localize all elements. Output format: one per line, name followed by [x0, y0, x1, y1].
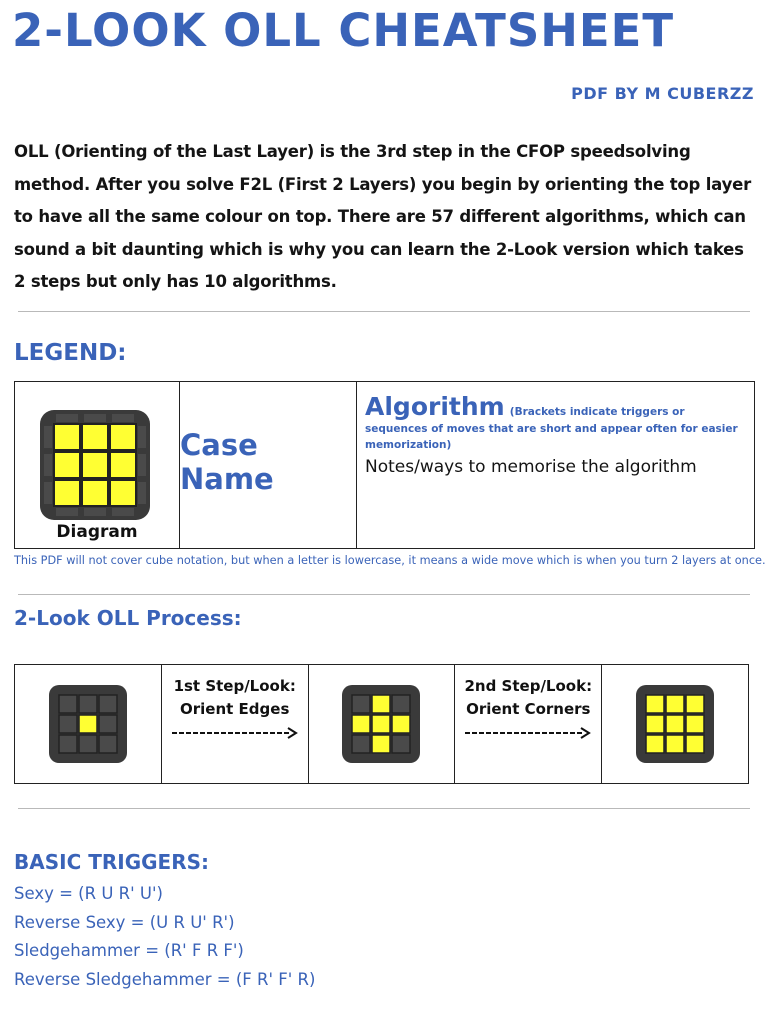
triggers-list	[14, 880, 315, 994]
process-middle-cell	[309, 665, 456, 783]
step1-label: 1st Step/Look:	[173, 677, 296, 695]
cube-cross-case	[342, 685, 420, 763]
process-start-cell	[15, 665, 162, 783]
case-name-label: Case Name	[180, 428, 274, 496]
arrow-right-icon	[170, 727, 300, 739]
algorithm-label: Algorithm	[365, 392, 505, 421]
step1-cell	[162, 665, 309, 783]
trigger-item: Sledgehammer = (R' F R F')	[14, 941, 244, 960]
step2-sublabel: Orient Corners	[466, 700, 591, 718]
process-table	[14, 664, 749, 784]
triggers-heading: BASIC TRIGGERS:	[14, 850, 209, 874]
step1-sublabel: Orient Edges	[180, 700, 290, 718]
trigger-item: Reverse Sexy = (U R U' R')	[14, 912, 235, 932]
legend-diagram-cell	[15, 382, 180, 548]
intro-paragraph: OLL (Orienting of the Last Layer) is the 3rd step in the CFOP speedsolving method. After you solve F2L (First 2 Layers) you begin by orienting the top layer to have all the same colour on top. There are 57 different algorithms, which can sound a bit daunting which is why you can learn the 2-Look version which takes 2 steps but only has 10 algorithms.	[14, 142, 752, 291]
step2-label: 2nd Step/Look:	[464, 677, 593, 695]
legend-heading: LEGEND:	[14, 340, 127, 366]
trigger-item: Reverse Sledgehammer = (F R' F' R)	[14, 969, 316, 989]
process-heading: 2-Look OLL Process:	[14, 606, 242, 630]
divider	[18, 808, 750, 809]
diagram-label: Diagram	[56, 522, 138, 542]
legend-cube-diagram	[40, 410, 150, 520]
cube-solved-case	[636, 685, 714, 763]
legend-algorithm-cell	[357, 382, 754, 548]
author-byline: PDF BY M CUBERZZ	[571, 84, 754, 103]
step2-cell	[455, 665, 602, 783]
divider	[18, 311, 750, 312]
notation-footnote: This PDF will not cover cube notation, but when a letter is lowercase, it means a wide move which is when you turn 2 layers at once.	[14, 554, 766, 567]
legend-case-cell	[180, 382, 357, 548]
divider	[18, 594, 750, 595]
trigger-item: Sexy = (R U R' U')	[14, 884, 163, 903]
legend-table	[14, 381, 755, 549]
process-end-cell	[602, 665, 748, 783]
memo-label: Notes/ways to memorise the algorithm	[365, 457, 697, 477]
page-title: 2-LOOK OLL CHEATSHEET	[12, 4, 675, 57]
arrow-right-icon	[463, 727, 593, 739]
algorithm-note: (Brackets indicate triggers or sequences of moves that are short and appear often for easier memorization)	[365, 406, 738, 451]
cube-dot-case	[49, 685, 127, 763]
